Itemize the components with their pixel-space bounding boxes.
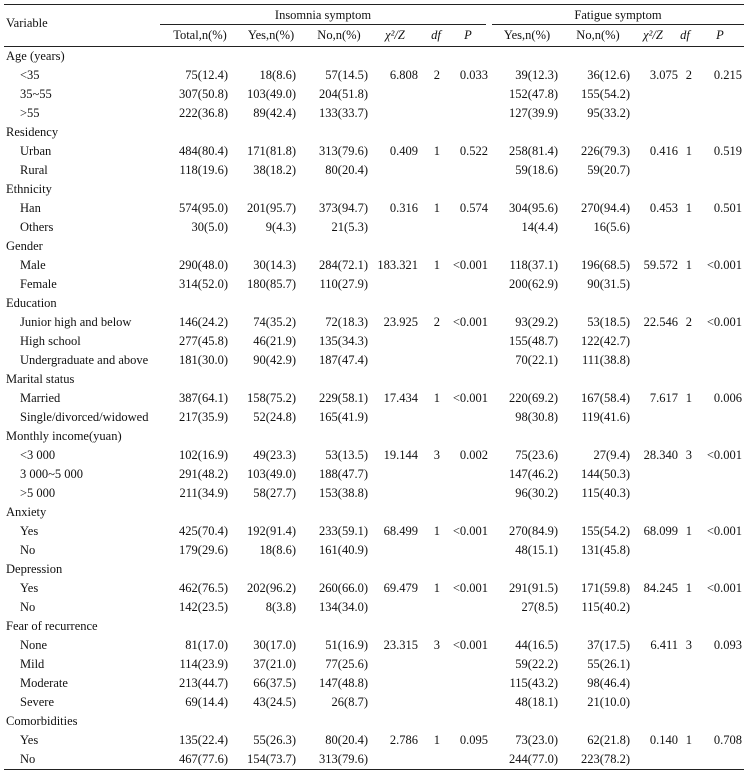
col-header-fatigue-chi: χ²/Z	[643, 28, 663, 42]
cell-pi: 0.574	[459, 201, 488, 215]
cell-yi: 158(75.2)	[247, 391, 296, 405]
cell-df: 1	[685, 144, 692, 158]
row-label: 3 000~5 000	[20, 467, 84, 481]
cell-ni: 188(47.7)	[319, 467, 368, 481]
cell-cf: 68.099	[643, 524, 678, 538]
cell-nf: 226(79.3)	[581, 144, 630, 158]
cell-ci: 2.786	[389, 733, 418, 747]
cell-yf: 118(37.1)	[509, 258, 558, 272]
row-group-label: Gender	[6, 239, 43, 253]
cell-pf: 0.501	[713, 201, 742, 215]
row-group-label: Monthly income(yuan)	[6, 429, 122, 443]
cell-nf: 144(50.3)	[581, 467, 630, 481]
cell-pf: <0.001	[706, 581, 742, 595]
cell-pf: <0.001	[706, 448, 742, 462]
cell-pi: <0.001	[452, 638, 488, 652]
row-group-label: Residency	[6, 125, 59, 139]
cell-yi: 74(35.2)	[253, 315, 296, 329]
cell-di: 1	[433, 391, 440, 405]
row-label: Undergraduate and above	[20, 353, 149, 367]
cell-cf: 84.245	[643, 581, 678, 595]
cell-pi: 0.033	[459, 68, 488, 82]
cell-ni: 165(41.9)	[319, 410, 368, 424]
row-label: No	[20, 752, 36, 766]
cell-yi: 9(4.3)	[265, 220, 296, 234]
cell-yf: 304(95.6)	[509, 201, 558, 215]
cell-di: 2	[433, 68, 440, 82]
cell-di: 3	[433, 638, 440, 652]
cell-ni: 284(72.1)	[319, 258, 368, 272]
cell-di: 1	[433, 581, 440, 595]
cell-total: 574(95.0)	[179, 201, 228, 215]
cell-nf: 155(54.2)	[581, 524, 630, 538]
cell-nf: 59(20.7)	[587, 163, 630, 177]
cell-ni: 110(27.9)	[319, 277, 368, 291]
cell-yf: 70(22.1)	[515, 353, 558, 367]
row-label: Male	[20, 258, 46, 272]
cell-ni: 147(48.8)	[319, 676, 368, 690]
cell-ci: 6.808	[389, 68, 418, 82]
cell-yi: 58(27.7)	[253, 486, 296, 500]
cell-cf: 28.340	[643, 448, 678, 462]
cell-pf: <0.001	[706, 524, 742, 538]
cell-df: 2	[685, 68, 692, 82]
cell-yi: 43(24.5)	[253, 695, 296, 709]
cell-yf: 48(15.1)	[515, 543, 558, 557]
cell-nf: 95(33.2)	[587, 106, 630, 120]
cell-df: 1	[685, 391, 692, 405]
cell-ni: 133(33.7)	[319, 106, 368, 120]
bottom-rule	[4, 769, 744, 770]
cell-pi: 0.002	[459, 448, 488, 462]
row-label: <35	[20, 68, 40, 82]
row-label: Mild	[20, 657, 45, 671]
cell-cf: 7.617	[649, 391, 678, 405]
cell-yi: 49(23.3)	[253, 448, 296, 462]
cell-ni: 72(18.3)	[325, 315, 368, 329]
cell-yf: 39(12.3)	[515, 68, 558, 82]
insomnia-group-rule	[160, 24, 486, 25]
cell-cf: 59.572	[643, 258, 678, 272]
header-fatigue-symptom: Fatigue symptom	[574, 8, 662, 22]
cell-total: 290(48.0)	[179, 258, 228, 272]
cell-yf: 93(29.2)	[515, 315, 558, 329]
cell-df: 3	[685, 638, 692, 652]
cell-pi: <0.001	[452, 524, 488, 538]
cell-yi: 38(18.2)	[253, 163, 296, 177]
cell-ci: 0.316	[389, 201, 418, 215]
cell-yf: 73(23.0)	[515, 733, 558, 747]
cell-ni: 233(59.1)	[319, 524, 368, 538]
cell-ci: 17.434	[383, 391, 418, 405]
row-label: Single/divorced/widowed	[20, 410, 149, 424]
cell-nf: 115(40.2)	[581, 600, 630, 614]
cell-yi: 202(96.2)	[247, 581, 296, 595]
cell-ni: 26(8.7)	[331, 695, 368, 709]
cell-di: 1	[433, 258, 440, 272]
cell-cf: 0.140	[649, 733, 678, 747]
row-label: Severe	[20, 695, 55, 709]
row-label: None	[20, 638, 48, 652]
cell-yi: 192(91.4)	[247, 524, 296, 538]
cell-di: 2	[433, 315, 440, 329]
cell-nf: 55(26.1)	[587, 657, 630, 671]
row-group-label: Age (years)	[6, 49, 65, 63]
cell-cf: 3.075	[649, 68, 678, 82]
col-header-fatigue-no: No,n(%)	[576, 28, 620, 42]
col-header-insomnia-df: df	[431, 28, 441, 42]
cell-yf: 75(23.6)	[515, 448, 558, 462]
cell-nf: 171(59.8)	[581, 581, 630, 595]
cell-cf: 0.416	[649, 144, 678, 158]
cell-total: 81(17.0)	[185, 638, 228, 652]
cell-pf: <0.001	[706, 315, 742, 329]
row-label: No	[20, 543, 36, 557]
cell-yf: 27(8.5)	[521, 600, 558, 614]
row-group-label: Marital status	[6, 372, 75, 386]
cell-total: 387(64.1)	[179, 391, 228, 405]
cell-pi: 0.095	[459, 733, 488, 747]
row-label: No	[20, 600, 36, 614]
cell-yi: 154(73.7)	[247, 752, 296, 766]
cell-nf: 122(42.7)	[581, 334, 630, 348]
cell-df: 1	[685, 524, 692, 538]
cell-ci: 0.409	[389, 144, 418, 158]
cell-yi: 30(14.3)	[253, 258, 296, 272]
row-label: Yes	[20, 524, 39, 538]
cell-total: 467(77.6)	[179, 752, 228, 766]
cell-ni: 161(40.9)	[319, 543, 368, 557]
cell-nf: 119(41.6)	[581, 410, 630, 424]
cell-total: 307(50.8)	[179, 87, 228, 101]
cell-ni: 53(13.5)	[325, 448, 368, 462]
cell-df: 1	[685, 581, 692, 595]
top-rule	[4, 4, 744, 5]
row-group-label: Ethnicity	[6, 182, 52, 196]
cell-pf: 0.093	[713, 638, 742, 652]
col-header-insomnia-chi: χ²/Z	[385, 28, 405, 42]
cell-nf: 98(46.4)	[587, 676, 630, 690]
cell-yi: 18(8.6)	[259, 68, 296, 82]
cell-pf: 0.215	[713, 68, 742, 82]
cell-yf: 244(77.0)	[509, 752, 558, 766]
cell-pf: 0.519	[713, 144, 742, 158]
cell-yf: 115(43.2)	[509, 676, 558, 690]
cell-di: 1	[433, 733, 440, 747]
cell-total: 102(16.9)	[179, 448, 228, 462]
cell-yf: 220(69.2)	[509, 391, 558, 405]
cell-nf: 53(18.5)	[587, 315, 630, 329]
cell-yf: 200(62.9)	[509, 277, 558, 291]
cell-ci: 69.479	[383, 581, 418, 595]
cell-yi: 201(95.7)	[247, 201, 296, 215]
cell-total: 425(70.4)	[179, 524, 228, 538]
cell-total: 213(44.7)	[179, 676, 228, 690]
cell-di: 1	[433, 201, 440, 215]
cell-total: 277(45.8)	[179, 334, 228, 348]
cell-pi: <0.001	[452, 258, 488, 272]
row-label: Han	[20, 201, 41, 215]
cell-yf: 59(22.2)	[515, 657, 558, 671]
cell-total: 484(80.4)	[179, 144, 228, 158]
cell-total: 291(48.2)	[179, 467, 228, 481]
cell-total: 211(34.9)	[179, 486, 228, 500]
cell-nf: 36(12.6)	[587, 68, 630, 82]
cell-total: 179(29.6)	[179, 543, 228, 557]
cell-nf: 167(58.4)	[581, 391, 630, 405]
cell-total: 114(23.9)	[179, 657, 228, 671]
row-label: High school	[20, 334, 81, 348]
row-group-label: Fear of recurrence	[6, 619, 98, 633]
cell-df: 1	[685, 201, 692, 215]
cell-ni: 260(66.0)	[319, 581, 368, 595]
cell-ni: 51(16.9)	[325, 638, 368, 652]
header-variable: Variable	[6, 16, 48, 30]
cell-nf: 270(94.4)	[581, 201, 630, 215]
cell-total: 222(36.8)	[179, 106, 228, 120]
cell-yf: 270(84.9)	[509, 524, 558, 538]
cell-ni: 77(25.6)	[325, 657, 368, 671]
row-label: Others	[20, 220, 54, 234]
cell-nf: 62(21.8)	[587, 733, 630, 747]
cell-pf: 0.708	[713, 733, 742, 747]
cell-df: 2	[685, 315, 692, 329]
row-group-label: Depression	[6, 562, 63, 576]
cell-total: 314(52.0)	[179, 277, 228, 291]
cell-yi: 30(17.0)	[253, 638, 296, 652]
cell-df: 1	[685, 733, 692, 747]
cell-df: 3	[685, 448, 692, 462]
cell-ni: 313(79.6)	[319, 144, 368, 158]
cell-pi: <0.001	[452, 315, 488, 329]
cell-ni: 57(14.5)	[325, 68, 368, 82]
cell-yf: 258(81.4)	[509, 144, 558, 158]
cell-nf: 21(10.0)	[587, 695, 630, 709]
cell-ni: 373(94.7)	[319, 201, 368, 215]
cell-cf: 6.411	[650, 638, 678, 652]
fatigue-group-rule	[492, 24, 744, 25]
cell-yf: 14(4.4)	[521, 220, 558, 234]
cell-yi: 37(21.0)	[253, 657, 296, 671]
row-label: >55	[20, 106, 40, 120]
row-label: Junior high and below	[20, 315, 132, 329]
cell-ci: 23.925	[383, 315, 418, 329]
cell-pf: <0.001	[706, 258, 742, 272]
cell-nf: 37(17.5)	[587, 638, 630, 652]
col-header-fatigue-p: P	[716, 28, 724, 42]
cell-yi: 46(21.9)	[253, 334, 296, 348]
cell-total: 75(12.4)	[185, 68, 228, 82]
col-header-insomnia-p: P	[464, 28, 472, 42]
cell-total: 217(35.9)	[179, 410, 228, 424]
cell-nf: 111(38.8)	[581, 353, 630, 367]
cell-df: 1	[685, 258, 692, 272]
cell-yf: 48(18.1)	[515, 695, 558, 709]
row-label: Yes	[20, 733, 39, 747]
cell-ci: 19.144	[383, 448, 418, 462]
cell-yf: 147(46.2)	[509, 467, 558, 481]
cell-total: 135(22.4)	[179, 733, 228, 747]
cell-pi: <0.001	[452, 581, 488, 595]
cell-total: 181(30.0)	[179, 353, 228, 367]
cell-total: 118(19.6)	[179, 163, 228, 177]
row-group-label: Education	[6, 296, 57, 310]
cell-ni: 80(20.4)	[325, 733, 368, 747]
cell-yi: 180(85.7)	[247, 277, 296, 291]
cell-yi: 90(42.9)	[253, 353, 296, 367]
cell-yf: 96(30.2)	[515, 486, 558, 500]
cell-yi: 8(3.8)	[265, 600, 296, 614]
cell-total: 146(24.2)	[179, 315, 228, 329]
cell-yi: 52(24.8)	[253, 410, 296, 424]
header-rule	[4, 46, 744, 47]
cell-total: 462(76.5)	[179, 581, 228, 595]
cell-nf: 196(68.5)	[581, 258, 630, 272]
cell-nf: 155(54.2)	[581, 87, 630, 101]
row-label: Urban	[20, 144, 52, 158]
cell-ni: 187(47.4)	[319, 353, 368, 367]
cell-ni: 21(5.3)	[331, 220, 368, 234]
cell-nf: 223(78.2)	[581, 752, 630, 766]
row-group-label: Comorbidities	[6, 714, 78, 728]
row-label: <3 000	[20, 448, 56, 462]
cell-di: 1	[433, 524, 440, 538]
cell-pi: 0.522	[459, 144, 488, 158]
col-header-total: Total,n(%)	[173, 28, 227, 42]
cell-pi: <0.001	[452, 391, 488, 405]
cell-ni: 229(58.1)	[319, 391, 368, 405]
cell-total: 69(14.4)	[185, 695, 228, 709]
cell-yf: 44(16.5)	[515, 638, 558, 652]
cell-yi: 66(37.5)	[253, 676, 296, 690]
row-label: Yes	[20, 581, 39, 595]
cell-yf: 155(48.7)	[509, 334, 558, 348]
cell-yi: 89(42.4)	[253, 106, 296, 120]
row-label: 35~55	[20, 87, 52, 101]
row-group-label: Anxiety	[6, 505, 47, 519]
cell-di: 1	[433, 144, 440, 158]
cell-ni: 153(38.8)	[319, 486, 368, 500]
row-label: Rural	[20, 163, 48, 177]
cell-ni: 313(79.6)	[319, 752, 368, 766]
cell-ni: 80(20.4)	[325, 163, 368, 177]
cell-ci: 23.315	[383, 638, 418, 652]
cell-yf: 127(39.9)	[509, 106, 558, 120]
cell-di: 3	[433, 448, 440, 462]
col-header-fatigue-df: df	[680, 28, 690, 42]
cell-nf: 16(5.6)	[593, 220, 630, 234]
cell-yi: 171(81.8)	[247, 144, 296, 158]
cell-yf: 152(47.8)	[509, 87, 558, 101]
cell-cf: 22.546	[643, 315, 678, 329]
cell-yi: 55(26.3)	[253, 733, 296, 747]
row-label: Female	[20, 277, 57, 291]
cell-yf: 291(91.5)	[509, 581, 558, 595]
cell-total: 142(23.5)	[179, 600, 228, 614]
cell-ni: 135(34.3)	[319, 334, 368, 348]
col-header-fatigue-yes: Yes,n(%)	[503, 28, 551, 42]
row-label: >5 000	[20, 486, 56, 500]
header-insomnia-symptom: Insomnia symptom	[274, 8, 372, 22]
cell-nf: 115(40.3)	[581, 486, 630, 500]
col-header-insomnia-yes: Yes,n(%)	[247, 28, 295, 42]
row-label: Moderate	[20, 676, 68, 690]
cell-yf: 59(18.6)	[515, 163, 558, 177]
row-label: Married	[20, 391, 61, 405]
cell-ci: 183.321	[377, 258, 418, 272]
cell-nf: 27(9.4)	[593, 448, 630, 462]
cell-yi: 103(49.0)	[247, 87, 296, 101]
cell-cf: 0.453	[649, 201, 678, 215]
cell-ni: 204(51.8)	[319, 87, 368, 101]
cell-ci: 68.499	[383, 524, 418, 538]
col-header-insomnia-no: No,n(%)	[317, 28, 361, 42]
cell-yi: 18(8.6)	[259, 543, 296, 557]
cell-nf: 90(31.5)	[587, 277, 630, 291]
cell-pf: 0.006	[713, 391, 742, 405]
cell-nf: 131(45.8)	[581, 543, 630, 557]
cell-yi: 103(49.0)	[247, 467, 296, 481]
cell-ni: 134(34.0)	[319, 600, 368, 614]
cell-yf: 98(30.8)	[515, 410, 558, 424]
cell-total: 30(5.0)	[191, 220, 228, 234]
